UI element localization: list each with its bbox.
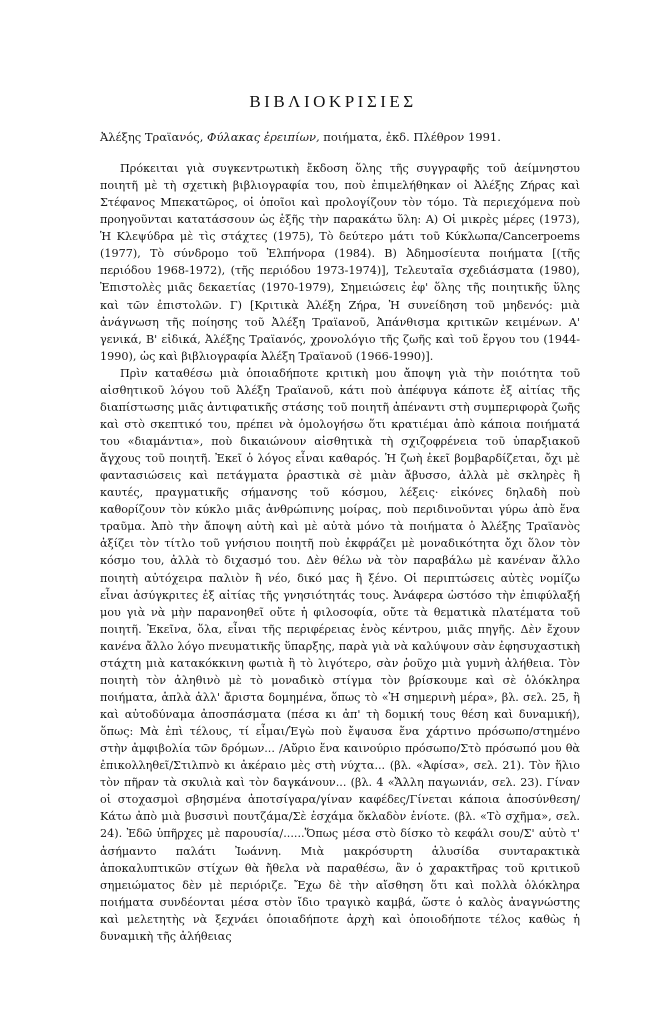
paragraph-critique: Πρὶν καταθέσω μιὰ ὁποιαδήποτε κριτικὴ μου ἄποψη γιὰ τὴν ποιότητα τοῦ αἰσθητικοῦ λόγου τοῦ Ἀλέξη Τραϊανοῦ, κάτι ποὺ ἀπέφυγα κάποτε ἐξ αἰτίας τῆς διαπίστωσης μιᾶς ἀντιφατικῆς στάσης τοῦ ποιητῆ ἀπέναντι στὴ συμπεριφορὰ ζωῆς καὶ στὸ σκεπτικό του, πρέπει νὰ ὁμολογήσω ὅτι κρατιέμαι ἀπὸ κάποια ποιήματά του «διαμάντια», ποὺ δικαιώνουν αἰσθητικὰ τὴ σχιζοφρένεια τοῦ ὑπαρξιακοῦ ἄγχους τοῦ ποιητῆ. Ἐκεῖ ὁ λόγος εἶναι καθαρός. Ἡ ζωὴ ἐκεῖ βομβαρδίζεται, ὄχι μὲ φαντασιώσεις καὶ πετάγματα ῥραστικὰ σὲ μιὰν ἄβυσσο, ἀλλὰ μὲ σκληρὲς ἢ καυτές, πραγματικῆς σήμανσης τοῦ κόσμου, λέξεις· εἰκόνες δηλαδὴ ποὺ καθορίζουν τὸν κύκλο μιᾶς ἀνθρώπινης μοίρας, ποὺ περιδινοῦνται γύρω ἀπὸ ἕνα τραῦμα. Ἀπὸ τὴν ἄποψη αὐτὴ καὶ μὲ αὐτὰ μόνο τὰ ποιήματα ὁ Ἀλέξης Τραϊανὸς ἀξίζει τὸν τίτλο τοῦ γνήσιου ποιητῆ ποὺ ἐκφράζει μὲ μοναδικότητα ὄχι ὅλον τὸν κόσμο του, ἀλλὰ τὸ διχασμό του. Δὲν θέλω νὰ τὸν παραβάλω μὲ κανέναν ἄλλο ποιητὴ αὐτόχειρα παλιὸν ἢ νέο, δικό μας ἢ ξένο. Οἱ περιπτώσεις αὐτὲς νομίζω εἶναι ἀσύγκριτες ἐξ αἰτίας τῆς γνησιότητάς τους. Ἀνάφερα ὡστόσο τὴν ἐπιφύλαξή μου γιὰ νὰ μὴν παρανοηθεῖ οὔτε ἡ φιλοσοφία, οὔτε τὰ θεματικὰ πλατέματα τοῦ ποιητῆ. Ἐκεῖνα, ὅλα, εἶναι τῆς περιφέρειας ἑνὸς κέντρου, μιᾶς πηγῆς. Δὲν ἔχουν κανένα ἄλλο λόγο πνευματικῆς ὕπαρξης, παρὰ γιὰ νὰ καλύψουν σὰν ἐφησυχαστικὴ στάχτη μιὰ κατακόκκινη φωτιὰ ἢ τὸ λιγότερο, σὰν ῥοῦχο μιὰ γυμνὴ ἀλήθεια. Τὸν ποιητὴ τὸν ἀληθινὸ μὲ τὸ μοναδικὸ στίγμα τὸν βρίσκουμε καὶ σὲ ὁλόκληρα ποιήματα, ἁπλὰ ἀλλ' ἄριστα δομημένα, ὅπως τὸ «Ἡ σημερινὴ μέρα», βλ. σελ. 25, ἢ καὶ αὐτοδύναμα ἀποσπάσματα (πέσα κι ἀπ' τὴ δομική τους θέση καὶ δυναμική), ὅπως: Μὰ ἐπὶ τέλους, τί εἶμαι/Ἐγὼ ποὺ ἔψαυσα ἕνα χάρτινο πρόσωπο/στημένο στὴν ἀμφιβολία τῶν δρόμων... /Αὔριο ἕνα καινούριο πρόσωπο/Στὸ πρόσωπό μου θὰ ἐπικολληθεῖ/Στιλπνὸ κι ἀκέραιο μὲς στὴ νύχτα... (βλ. «Ἀφίσα», σελ. 21). Τὸν ἥλιο τὸν πῆραν τὰ σκυλιὰ καὶ τὸν δαγκάνουν... (βλ. 4 «Ἄλλη παγωνιάν, σελ. 23). Γίναν οἱ στοχασμοὶ σβησμένα ἀποτσίγαρα/γίναν καφέδες/Γίνεται κάποια ἀποσύνθεση/Κάτω ἀπὸ μιὰ βυσσινὶ πουτζάμα/Σὲ ἐσχάμα ὅκλαδὸν ἐνίοτε. (βλ. «Τὸ σχῆμα», σελ. 24). Ἐδῶ ὑπῆρχες μὲ παρουσία/......Ὅπως μέσα στὸ δίσκο τὸ κεφάλι σου/Σ' αὐτὸ τ' ἀσήμαντο παλάτι Ἰωάννη. Μιὰ μακρόσυρτη ἁλυσίδα συνταρακτικὰ ἀποκαλυπτικῶν στίχων θὰ ἤθελα νὰ παραθέσω, ἂν ὁ χαρακτῆρας τοῦ κριτικοῦ σημειώματος δὲν μὲ περιόριζε. Ἔχω δὲ τὴν αἴσθηση ὅτι καὶ πολλὰ ὁλόκληρα ποιήματα συνδέονται μέσα στὸν ἴδιο τραγικὸ καμβά, ὥστε ὁ καλὸς ἀναγνώστης καὶ μελετητὴς νὰ ξεχνάει ὁποιαδήποτε ἀρχὴ καὶ ὁποιοδήποτε τέλος καθὼς ἡ δυναμικὴ τῆς ἀλήθειας [100,366,580,943]
citation-work-title: Φύλακας ἐρειπίων, [207,130,320,144]
paragraph-contents: Πρόκειται γιὰ συγκεντρωτικὴ ἔκδοση ὅλης τῆς συγγραφῆς τοῦ ἀείμνηστου ποιητῆ μὲ τὴ σχετικὴ βιβλιογραφία του, ποὺ ἐπιμελήθηκαν οἱ Ἀλέξης Ζήρας καὶ Στέφανος Μπεκατῶρος, οἱ ὁποῖοι καὶ προλογίζουν τὸν τόμο. Τὰ περιεχόμενα ποὺ προηγοῦνται κατατάσσουν ὡς ἑξῆς τὴν παρακάτω ὕλη: Α) Οἱ μικρὲς μέρες (1973), Ἡ Κλεψύδρα μὲ τὶς στάχτες (1975), Τὸ δεύτερο μάτι τοῦ Κύκλωπα/Cancerpoems (1977), Τὸ σύνδρομο τοῦ Ἐλπήνορα (1984). Β) Ἀδημοσίευτα ποιήματα [(τῆς περιόδου 1968-1972), (τῆς περιόδου 1973-1974)], Τελευταῖα σχεδιάσματα (1980), Ἐπιστολὲς μιᾶς δεκαετίας (1970-1979), Σημειώσεις ἐφ' ὅλης τῆς ποιητικῆς ὕλης καὶ τῶν ἐπιστολῶν. Γ) [Κριτικὰ Ἀλέξη Ζήρα, Ἡ συνείδηση τοῦ μηδενός: μιὰ ἀνάγνωση τῆς ποίησης τοῦ Ἀλέξη Τραϊανοῦ, Ἀπάνθισμα κριτικῶν κειμένων. Α' γενικά, Β' εἰδικά, Ἀλέξης Τραϊανός, χρονολόγιο τῆς ζωῆς καὶ τοῦ ἔργου του (1944-1990), ὡς καὶ βιβλιογραφία Ἀλέξη Τραϊανοῦ (1966-1990)]. [100,162,580,363]
citation-author: Ἀλέξης Τραϊανός, [100,130,204,144]
page-title: ΒΙΒΛΙΟΚΡΙΣΙΕΣ [249,92,417,111]
review-body [100,160,580,945]
book-citation [100,130,580,144]
citation-details: ποιήματα, ἐκδ. Πλέθρον 1991. [323,130,501,144]
